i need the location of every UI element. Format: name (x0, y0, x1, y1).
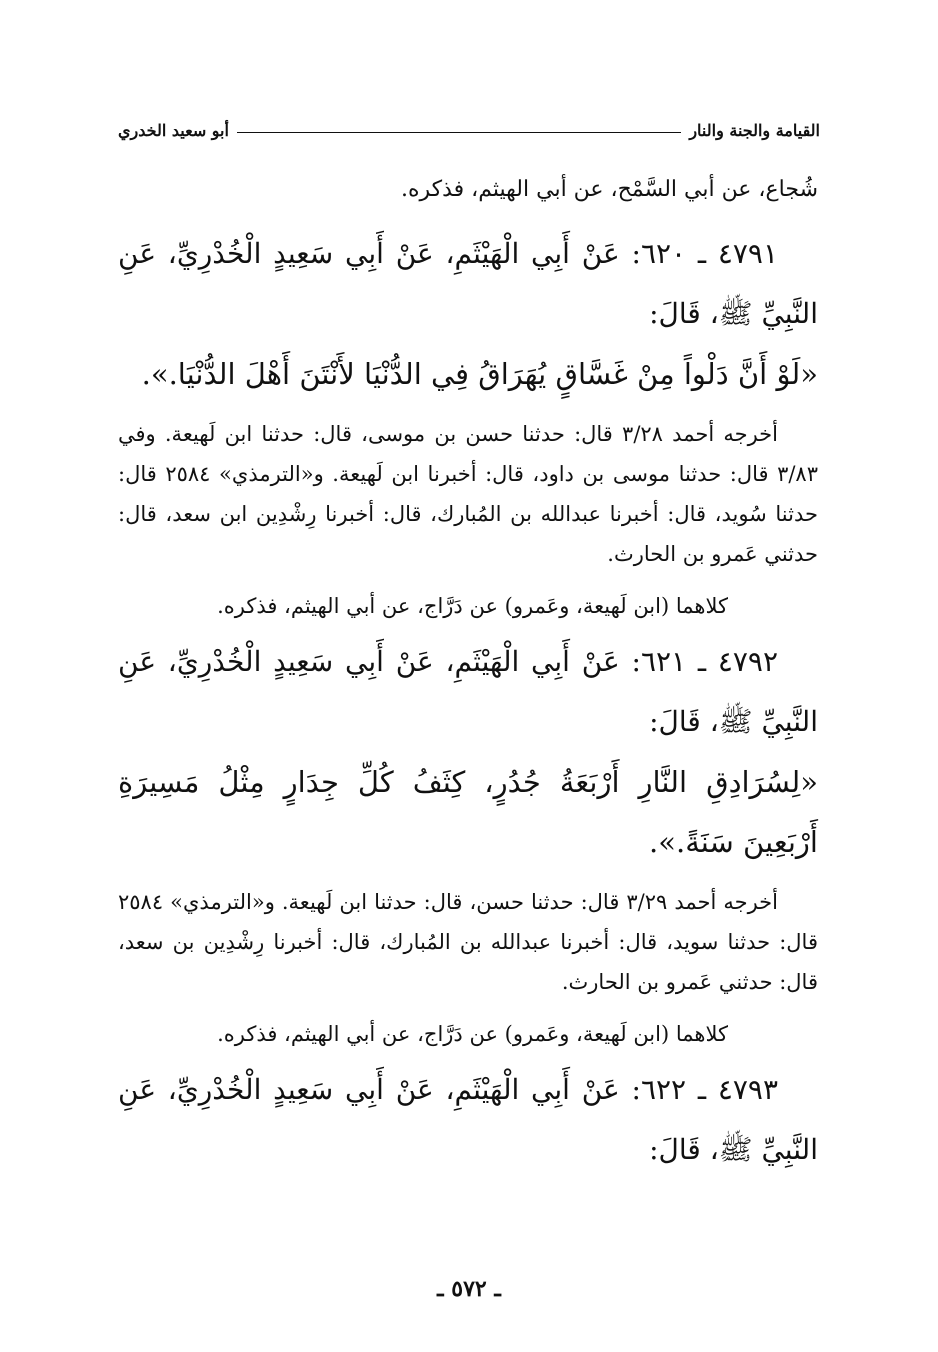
hadith-number-line: ٤٧٩٣ ـ ٦٢٢: عَنْ أَبِي الْهَيْثَمِ، عَنْ أَبِي سَعِيدٍ الْخُدْرِيِّ، عَنِ النَّبِيِّ ﷺ، قَالَ: (118, 1073, 818, 1166)
hadith-entry (118, 632, 818, 1054)
header-right-title: القيامة والجنة والنار (689, 121, 820, 140)
hadith-summary: كلاهما (ابن لَهيعة، وعَمرو) عن دَرَّاج، عن أبي الهيثم، فذكره. (217, 1022, 728, 1046)
header-left-title: أبو سعيد الخدري (118, 121, 229, 140)
hadith-takhrij: أخرجه أحمد ٣/٢٨ قال: حدثنا حسن بن موسى، قال: حدثنا ابن لَهيعة. وفي ٣/٨٣ قال: حدثنا موسى بن داود، قال: أخبرنا ابن لَهيعة. و«الترمذي» ٢٥٨٤ قال: حدثنا سُويد، قال: أخبرنا عبدالله بن المُبارك، قال: أخبرنا رِشْدِين ابن سعد، قال: حدثني عَمرو بن الحارث. (118, 422, 818, 566)
header-rule (237, 132, 681, 133)
hadith-number-line: ٤٧٩٢ ـ ٦٢١: عَنْ أَبِي الْهَيْثَمِ، عَنْ أَبِي سَعِيدٍ الْخُدْرِيِّ، عَنِ النَّبِيِّ ﷺ، قَالَ: (118, 645, 818, 738)
hadith-entry (118, 1060, 818, 1180)
hadith-matn: «لَوْ أَنَّ دَلْواً مِنْ غَسَّاقٍ يُهَرَاقُ فِي الدُّنْيَا لأَنْتَنَ أَهْلَ الدُّنْيَا.». (141, 357, 818, 391)
hadith-summary: كلاهما (ابن لَهيعة، وعَمرو) عن دَرَّاج، عن أبي الهيثم، فذكره. (217, 594, 728, 618)
hadith-matn: «لِسُرَادِقِ النَّارِ أَرْبَعَةُ جُدُرٍ، كِثَفُ كُلِّ جِدَارٍ مِثْلُ مَسِيرَةِ أَرْبَعِينَ سَنَةً.». (118, 765, 818, 859)
intro-text: شُجاع، عن أبي السَّمْح، عن أبي الهيثم، فذكره. (400, 177, 818, 202)
running-header (118, 112, 820, 140)
page-number: ـ ٥٧٢ ـ (437, 1276, 501, 1302)
page-body (118, 170, 818, 1180)
hadith-number-line: ٤٧٩١ ـ ٦٢٠: عَنْ أَبِي الْهَيْثَمِ، عَنْ أَبِي سَعِيدٍ الْخُدْرِيِّ، عَنِ النَّبِيِّ ﷺ، قَالَ: (118, 237, 818, 330)
hadith-entry (118, 224, 818, 626)
hadith-takhrij: أخرجه أحمد ٣/٢٩ قال: حدثنا حسن، قال: حدثنا ابن لَهيعة. و«الترمذي» ٢٥٨٤ قال: حدثنا سويد، قال: أخبرنا عبدالله بن المُبارك، قال: أخبرنا رِشْدِين بن سعد، قال: حدثني عَمرو بن الحارث. (118, 890, 818, 994)
